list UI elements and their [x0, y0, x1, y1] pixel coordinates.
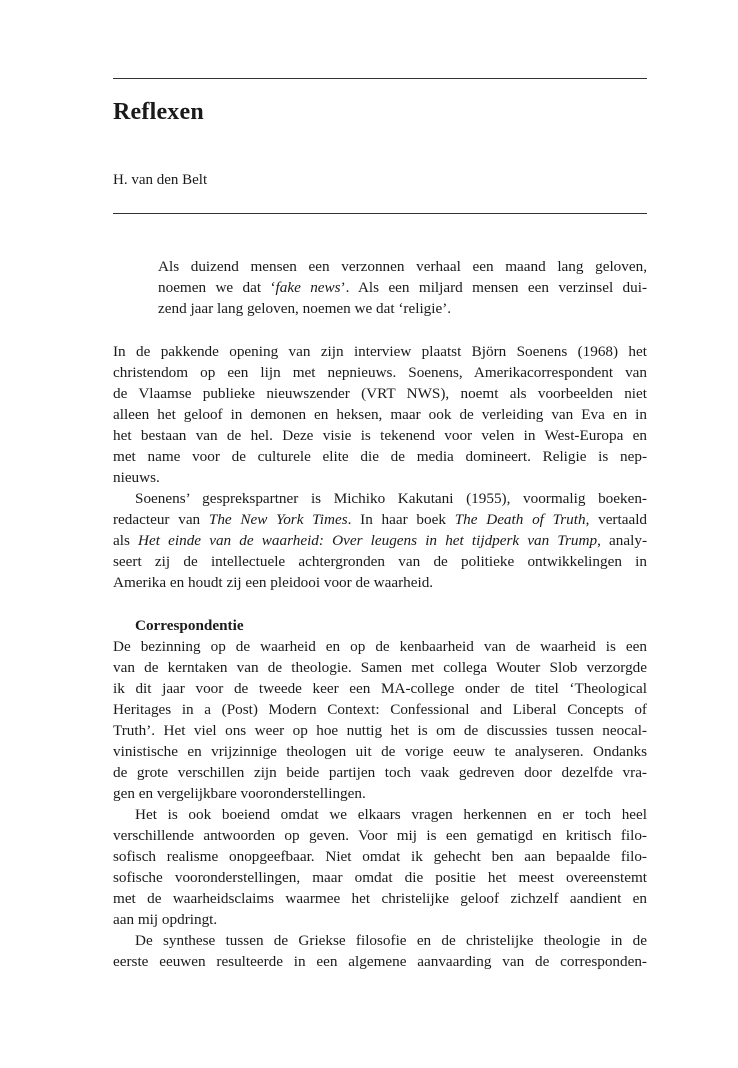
epigraph-line: Als duizend mensen een verzonnen verhaal een maand lang geloven,: [158, 258, 647, 275]
text-line: de grote verschillen zijn beide partijen toch vaak gedreven door dezelfde vra-: [113, 764, 647, 781]
text-line: aan mij opdringt.: [113, 911, 218, 928]
text-line: vinistische en vrijzinnige theologen uit de vorige eeuw te analyseren. Ondanks: [113, 743, 647, 760]
paragraph-2: [113, 488, 647, 593]
emphasis: The Death of Truth: [454, 511, 586, 528]
epigraph: [158, 256, 647, 319]
paragraph-1: [113, 341, 647, 488]
text-line: eerste eeuwen resulteerde in een algemene aanvaarding van de corresponden-: [113, 953, 647, 970]
text-line: met de waarheidsclaims waarmee het christelijke geloof zichzelf aandient en: [113, 890, 647, 907]
emphasis: The New York Times: [208, 511, 348, 528]
text-line: In de pakkende opening van zijn interview plaatst Björn Soenens (1968) het: [113, 343, 647, 360]
text-line: als Het einde van de waarheid: Over leugens in het tijdperk van Trump, analy-: [113, 532, 648, 549]
text-line: Het is ook boeiend omdat we elkaars vragen herkennen en er toch heel: [135, 806, 647, 823]
text-line: nieuws.: [113, 469, 160, 486]
text-line: Truth’. Het viel ons weer op hoe nuttig het is om de discussies tussen neocal-: [113, 722, 647, 739]
text-line: christendom op een lijn met nepnieuws. Soenens, Amerikacorrespondent van: [113, 364, 647, 381]
text-line: het bestaan van de hel. Deze visie is tekenend voor velen in West-Europa en: [113, 427, 647, 444]
text-line: Soenens’ gesprekspartner is Michiko Kakutani (1955), voormalig boeken-: [135, 490, 647, 507]
article-author: H. van den Belt: [113, 172, 208, 188]
text-line: de Vlaamse publieke nieuwszender (VRT NWS), noemt als voorbeelden niet: [113, 385, 647, 402]
text-line: met name voor de culturele elite die de media domineert. Religie is nep-: [113, 448, 647, 465]
paragraph-3: [113, 636, 647, 804]
article-body: [113, 341, 647, 972]
text-line: Heritages in a (Post) Modern Context: Confessional and Liberal Concepts of: [113, 701, 647, 718]
text-line: gen en vergelijkbare vooronderstellingen.: [113, 785, 366, 802]
section-heading: Correspondentie: [135, 617, 244, 634]
text-line: ik dit jaar voor de tweede keer een MA-college onder de titel ‘Theological: [113, 680, 647, 697]
top-rule: [113, 78, 647, 79]
text-line: van de kerntaken van de theologie. Samen met collega Wouter Slob verzorgde: [113, 659, 647, 676]
text-line: Amerika en houdt zij een pleidooi voor de waarheid.: [113, 574, 434, 591]
emphasis: fake news: [275, 279, 341, 296]
paragraph-4: [113, 804, 647, 930]
text-line: redacteur van The New York Times. In haar boek The Death of Truth, vertaald: [113, 511, 648, 528]
text-line: sofisch realisme onopgeefbaar. Niet omdat ik gehecht ben aan bepaalde filo-: [113, 848, 647, 865]
paragraph-5: [113, 930, 647, 972]
text-line: verschillende antwoorden op geven. Voor mij is een gematigd en kritisch filo-: [113, 827, 647, 844]
text-line: sofische vooronderstellingen, maar omdat die positie het meest overeenstemt: [113, 869, 647, 886]
epigraph-line: noemen we dat ‘fake news’. Als een miljard mensen een verzinsel dui-: [158, 279, 647, 296]
emphasis: Het einde van de waarheid: Over leugens in het tijdperk van Trump: [138, 532, 598, 549]
text-line: De bezinning op de waarheid en op de kenbaarheid van de waarheid is een: [113, 638, 647, 655]
text-line: De synthese tussen de Griekse filosofie en de christelijke theologie in de: [135, 932, 647, 949]
article-title: Reflexen: [113, 99, 204, 125]
text-line: seert zij de intellectuele achtergronden van de politieke ontwikkelingen in: [113, 553, 647, 570]
header-rule: [113, 213, 647, 214]
section-gap: [113, 593, 647, 615]
epigraph-line: zend jaar lang geloven, noemen we dat ‘religie’.: [158, 300, 452, 317]
text-line: alleen het geloof in demonen en heksen, maar ook de verleiding van Eva en in: [113, 406, 647, 423]
